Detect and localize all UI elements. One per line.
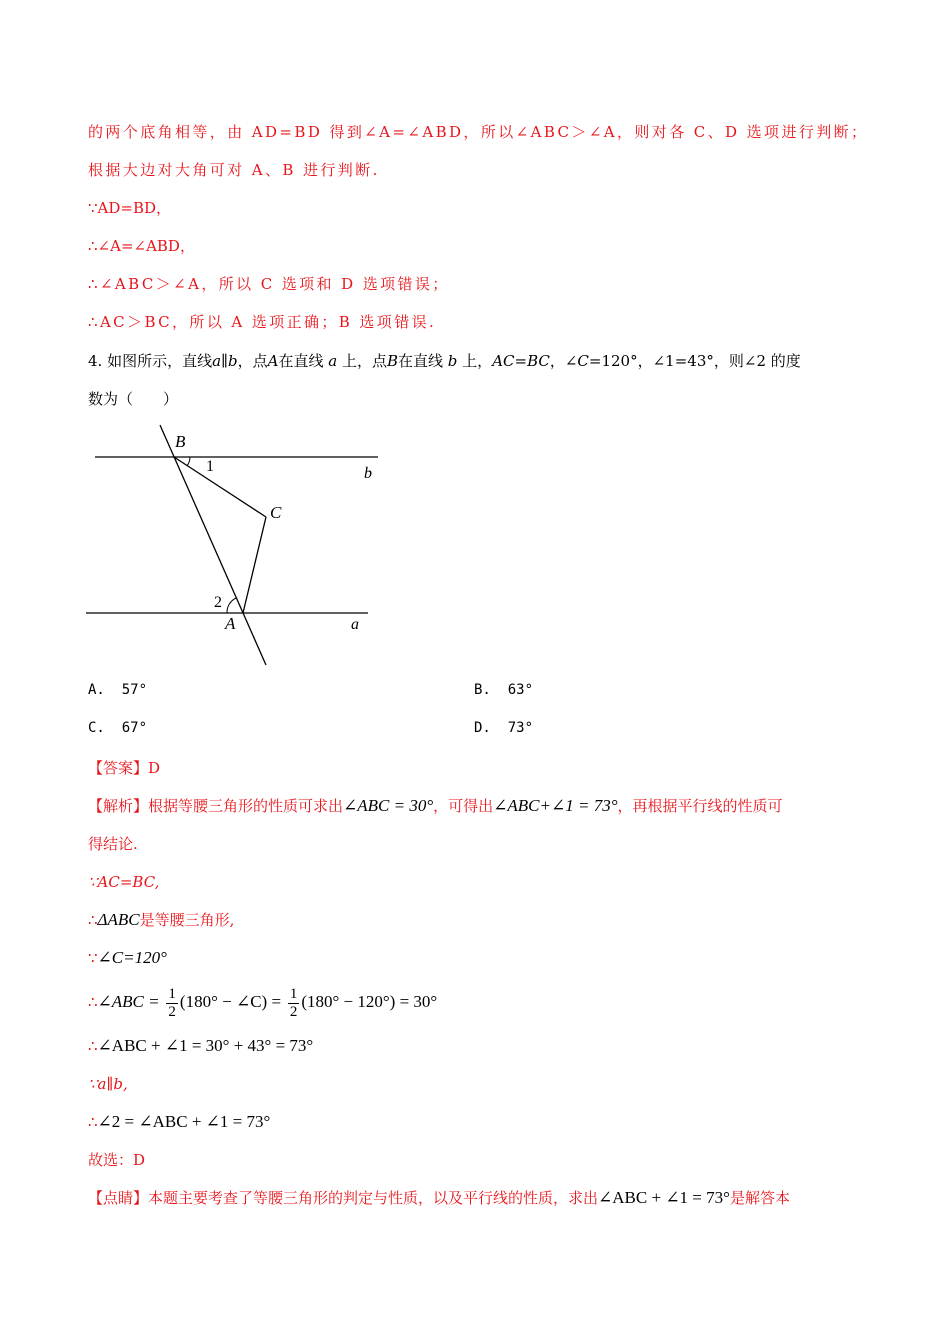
question-number: 4. (88, 352, 103, 370)
prev-line-1: 的两个底角相等，由 AD=BD 得到∠A=∠ABD，所以∠ABC＞∠A，则对各 C、D 选项进行判断； (88, 123, 869, 141)
step-6: ∵a∥b, (88, 1075, 128, 1093)
label-C: C (270, 503, 282, 522)
label-a: a (351, 616, 359, 633)
step-5: ∴∠ABC + ∠1 = 30° + 43° = 73° (88, 1036, 314, 1055)
prev-line-5: ∴∠ABC＞∠A，所以 C 选项和 D 选项错误； (88, 275, 450, 293)
angle-2-arc (227, 598, 236, 613)
step-1: ∵AC=BC, (88, 873, 160, 891)
step-7: ∴∠2 = ∠ABC + ∠1 = 73° (88, 1112, 271, 1131)
step-3: ∵∠C=120° (88, 948, 167, 967)
answer-value: D (148, 759, 161, 777)
label-B: B (175, 432, 186, 451)
comment-tag: 【点睛】 (88, 1189, 149, 1207)
option-A[interactable]: A. 57° (88, 682, 148, 698)
prev-line-4: ∴∠A=∠ABD， (88, 237, 195, 255)
prev-line-3: ∵AD=BD， (88, 199, 172, 217)
analysis-line-1: 【解析】根据等腰三角形的性质可求出∠ABC = 30°，可得出∠ABC+∠1 = 73°，再根据平行线的性质可 (88, 796, 783, 815)
conclusion: 故选：D (88, 1151, 146, 1169)
option-B[interactable]: B. 63° (474, 682, 534, 698)
fraction-half-2: $\frac{1}{2}$ (289, 985, 298, 1020)
option-D[interactable]: D. 73° (474, 720, 534, 736)
question-stem-line-2: 数为（ ） (88, 390, 179, 408)
geometry-figure (80, 420, 400, 670)
angle-1-arc (187, 457, 190, 466)
step-2: ∴ΔABC是等腰三角形, (88, 910, 235, 929)
question-stem: 4. 如图所示，直线a∥b，点A在直线 a 上，点B在直线 b 上，AC=BC，∠C=120°，∠1=43°，则∠2 的度 (88, 352, 801, 370)
answer-line (88, 758, 160, 778)
segment-CA (243, 517, 266, 613)
step-4: ∴∠ABC = $\frac{1}{2}$ (180° − ∠C) = $\frac{1}{2}$ (180° − 120°) = 30° (88, 985, 438, 1020)
comment-line: 【点睛】本题主要考查了等腰三角形的判定与性质，以及平行线的性质，求出∠ABC + ∠1 = 73°是解答本 (88, 1188, 790, 1207)
answer-tag: 【答案】 (88, 759, 149, 777)
option-C[interactable]: C. 67° (88, 720, 148, 736)
label-b: b (364, 465, 372, 482)
prev-line-6: ∴AC＞BC，所以 A 选项正确；B 选项错误. (88, 313, 437, 331)
fraction-half: $\frac{1}{2}$ (168, 985, 176, 1020)
analysis-tag: 【解析】 (88, 797, 149, 815)
prev-line-2: 根据大边对大角可对 A、B 进行判断. (88, 161, 380, 179)
label-A: A (225, 614, 236, 633)
label-1: 1 (206, 458, 214, 475)
label-2: 2 (214, 594, 222, 611)
analysis-line-2: 得结论. (88, 835, 138, 853)
